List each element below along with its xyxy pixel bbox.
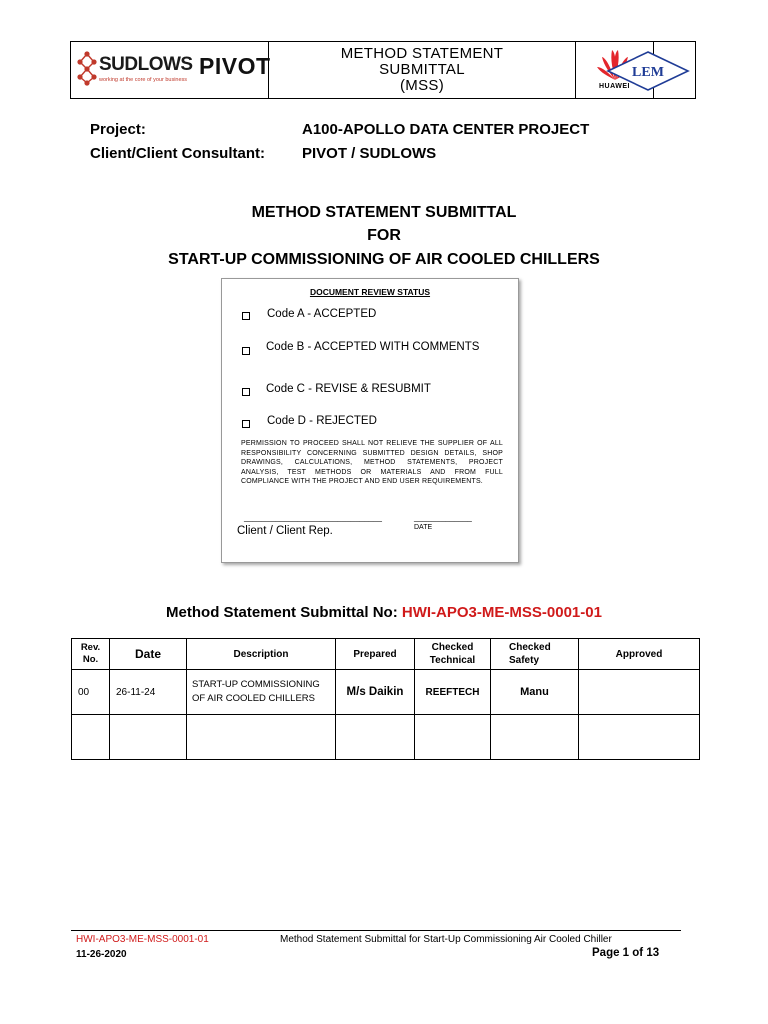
cell-checked-technical: REEFTECH [415,670,491,715]
main-title-line3: START-UP COMMISSIONING OF AIR COOLED CHILLERS [168,251,600,268]
cell-date: 26-11-24 [110,670,187,715]
sudlows-network-icon [75,50,99,86]
header-description: Description [187,639,336,670]
document-review-status-box [221,278,519,563]
code-d-label: Code D - REJECTED [267,415,377,427]
code-d-checkbox[interactable] [242,420,250,428]
empty-cell [336,715,415,760]
lem-logo-text: LEM [632,65,664,80]
empty-cell [491,715,579,760]
project-label: Project: [90,121,146,138]
header-checked-safety: Checked Safety [491,639,579,670]
client-label: Client/Client Consultant: [90,145,265,162]
header-date: Date [110,639,187,670]
revision-table-header [72,639,700,670]
pivot-logo-text: PIVOT [199,53,271,79]
footer-date: 11-26-2020 [76,949,127,960]
code-a-label: Code A - ACCEPTED [267,308,377,320]
project-value: A100-APOLLO DATA CENTER PROJECT [302,121,590,138]
header-title-line2: SUBMITTAL [379,61,465,78]
lem-diamond-icon [606,50,690,92]
footer-doc-title: Method Statement Submittal for Start-Up Commissioning Air Cooled Chiller [280,934,612,945]
main-title-line1: METHOD STATEMENT SUBMITTAL [251,204,517,221]
document-header [70,41,696,99]
cell-rev-no: 00 [72,670,110,715]
header-rev-no: Rev. No. [72,639,110,670]
empty-cell [579,715,700,760]
submittal-number-label: Method Statement Submittal No: [166,604,402,621]
code-b-label: Code B - ACCEPTED WITH COMMENTS [266,341,480,353]
header-checked-technical: Checked Technical [415,639,491,670]
header-title-cell [269,42,576,98]
code-a-checkbox[interactable] [242,312,250,320]
sudlows-logo-text: SUDLOWS [99,54,193,75]
huawei-logo-text: HUAWEI [599,83,630,90]
client-signature-line: _______________________________ [244,513,382,522]
client-value: PIVOT / SUDLOWS [302,145,437,162]
table-row-empty [72,715,700,760]
header-title-line3: (MSS) [400,77,444,94]
main-title-line2: FOR [367,227,401,244]
empty-cell [72,715,110,760]
code-c-checkbox[interactable] [242,388,250,396]
footer-divider [71,930,681,931]
empty-cell [415,715,491,760]
table-row [72,670,700,715]
date-label: DATE [414,524,433,531]
header-title-line1: METHOD STATEMENT [340,45,504,62]
header-prepared: Prepared [336,639,415,670]
submittal-number-value: HWI-APO3-ME-MSS-0001-01 [401,604,602,621]
client-rep-label: Client / Client Rep. [237,525,333,537]
revision-table [71,638,700,760]
review-status-title: DOCUMENT REVIEW STATUS [309,287,431,297]
cell-checked-safety: Manu [491,670,579,715]
cell-approved [579,670,700,715]
permission-statement: PERMISSION TO PROCEED SHALL NOT RELIEVE THE SUPPLIER OF ALL RESPONSIBILITY CONCERNING SUBMITTED DESIGN DETAILS, SHOP DRAWINGS, CALCULATIONS, METHOD STATEMENTS, PROJECT ANALYSIS, TEST METHODS OR MATERIALS AND FROM FULL COMPLIANCE WITH THE PROJECT AND END USER REQUIREMENTS. [241,440,503,486]
date-signature-line: _____________ [414,513,472,522]
sudlows-tagline: working at the core of your business [99,77,188,83]
empty-cell [110,715,187,760]
cell-description: START-UP COMMISSIONING OF AIR COOLED CHILLERS [187,670,336,715]
cell-prepared: M/s Daikin [336,670,415,715]
footer-page-number: Page 1 of 13 [592,947,660,959]
empty-cell [187,715,336,760]
footer-doc-code: HWI-APO3-ME-MSS-0001-01 [76,934,209,945]
submittal-number [0,604,768,621]
header-approved: Approved [579,639,700,670]
code-b-checkbox[interactable] [242,347,250,355]
code-c-label: Code C - REVISE & RESUBMIT [266,383,431,395]
header-logos-cell [71,42,269,98]
